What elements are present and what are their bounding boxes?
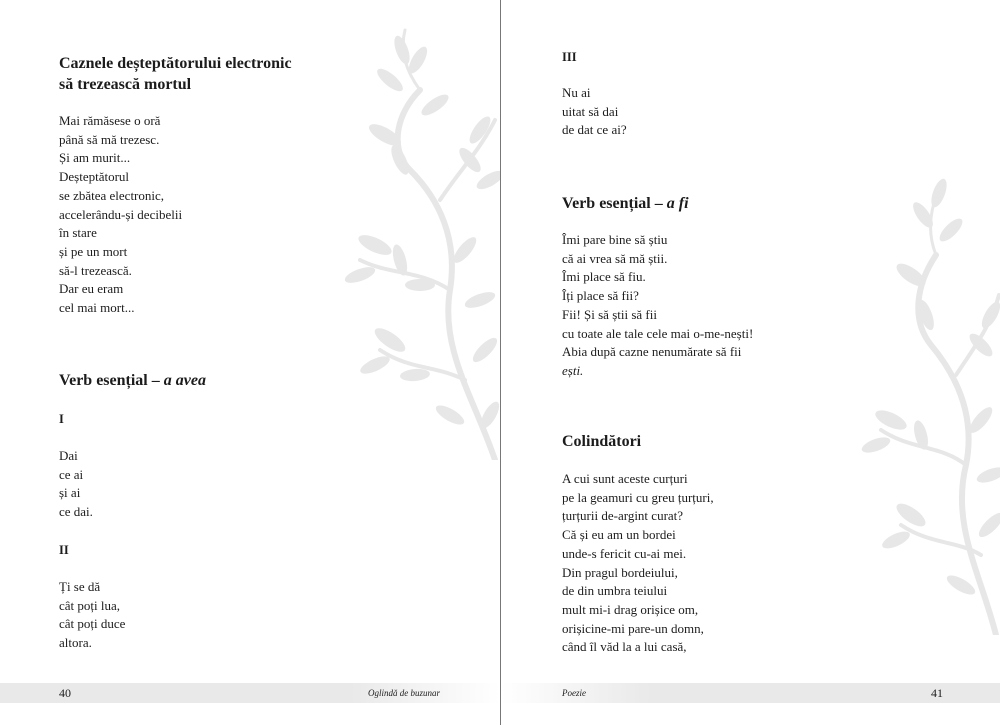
poem-line: Deșteptătorul xyxy=(59,169,130,185)
poem-line: cu toate ale tale cele mai o-me-nești! xyxy=(562,325,754,341)
poem-line: Dai xyxy=(59,448,78,463)
poem-line: altora. xyxy=(59,635,92,651)
page-footer xyxy=(501,683,1000,703)
poem-line: Mai rămăsese o oră xyxy=(59,113,161,128)
poem-line: Abia după cazne nenumărate să fii xyxy=(562,344,742,360)
poem-line: orișicine-mi pare-un domn, xyxy=(562,620,704,636)
running-head: Poezie xyxy=(562,688,586,698)
poem-title: Colindători xyxy=(562,433,642,450)
page-number: 40 xyxy=(59,686,71,700)
poem-line: Că și eu am un bordei xyxy=(562,527,676,543)
poem-title xyxy=(562,193,689,214)
poem-line: țurțurii de-argint curat? xyxy=(562,508,684,524)
poem-line: Îmi place să fiu. xyxy=(562,269,646,285)
poem-line: Îmi pare bine să știu xyxy=(562,232,668,247)
poem-title xyxy=(59,53,292,95)
section-number: III xyxy=(562,50,577,64)
poem-line: când îl văd la a lui casă, xyxy=(562,639,687,655)
poem-line: de dat ce ai? xyxy=(562,122,627,138)
poem-line: că ai vrea să mă știi. xyxy=(562,250,668,266)
poem-body xyxy=(59,112,182,318)
poem-body xyxy=(562,84,627,140)
poem-line: Dar eu eram xyxy=(59,281,124,297)
poem-title-plain: Verb esențial – xyxy=(562,195,667,212)
right-page xyxy=(501,0,1000,725)
poem-body xyxy=(562,470,714,657)
tree-branch-illustration xyxy=(831,165,1000,635)
poem-line: cât poți lua, xyxy=(59,597,121,613)
page-number: 41 xyxy=(931,686,943,700)
tree-branch-illustration xyxy=(300,20,500,460)
section-number: I xyxy=(59,412,64,426)
poem-line: cel mai mort... xyxy=(59,300,135,316)
poem-title xyxy=(59,370,206,391)
section-number: II xyxy=(59,543,69,557)
poem-body xyxy=(59,447,93,522)
poem-line: ești. xyxy=(562,362,584,378)
poem-line: în stare xyxy=(59,225,97,241)
poem-line: Ți se dă xyxy=(59,579,101,594)
poem-line: unde-s fericit cu-ai mei. xyxy=(562,545,687,561)
page-footer xyxy=(0,683,500,703)
poem-title-italic: a avea xyxy=(163,372,206,389)
poem-line: se zbătea electronic, xyxy=(59,187,165,203)
poem-body xyxy=(59,578,125,653)
poem-line: Îți place să fii? xyxy=(562,288,639,304)
poem-line: Fii! Și să știi să fii xyxy=(562,306,657,322)
poem-title-line: Caznele deșteptătorului electronic xyxy=(59,55,292,72)
poem-title-italic: a fi xyxy=(666,195,689,212)
poem-line: mult mi-i drag orișice om, xyxy=(562,601,699,617)
poem-line: pe la geamuri cu greu țurțuri, xyxy=(562,489,714,505)
poem-line: până să mă trezesc. xyxy=(59,131,160,147)
poem-title-line: să trezească mortul xyxy=(59,76,192,93)
poem-line: A cui sunt aceste curțuri xyxy=(562,471,688,486)
poem-line: Nu ai xyxy=(562,85,591,100)
poem-line: Din pragul bordeiului, xyxy=(562,564,678,580)
poem-line: uitat să dai xyxy=(562,103,619,119)
poem-line: și pe un mort xyxy=(59,243,128,259)
running-head: Oglindă de buzunar xyxy=(368,688,440,698)
poem-line: să-l trezească. xyxy=(59,262,132,278)
poem-line: și ai xyxy=(59,485,81,501)
poem-title-plain: Verb esențial – xyxy=(59,372,164,389)
poem-line: ce ai xyxy=(59,466,84,482)
poem-line: de din umbra teiului xyxy=(562,583,668,599)
poem-body xyxy=(562,231,753,381)
poem-line: Și am murit... xyxy=(59,150,131,166)
poem-line: cât poți duce xyxy=(59,616,126,632)
poem-line: ce dai. xyxy=(59,504,93,520)
poem-line: accelerându-și decibelii xyxy=(59,206,183,222)
